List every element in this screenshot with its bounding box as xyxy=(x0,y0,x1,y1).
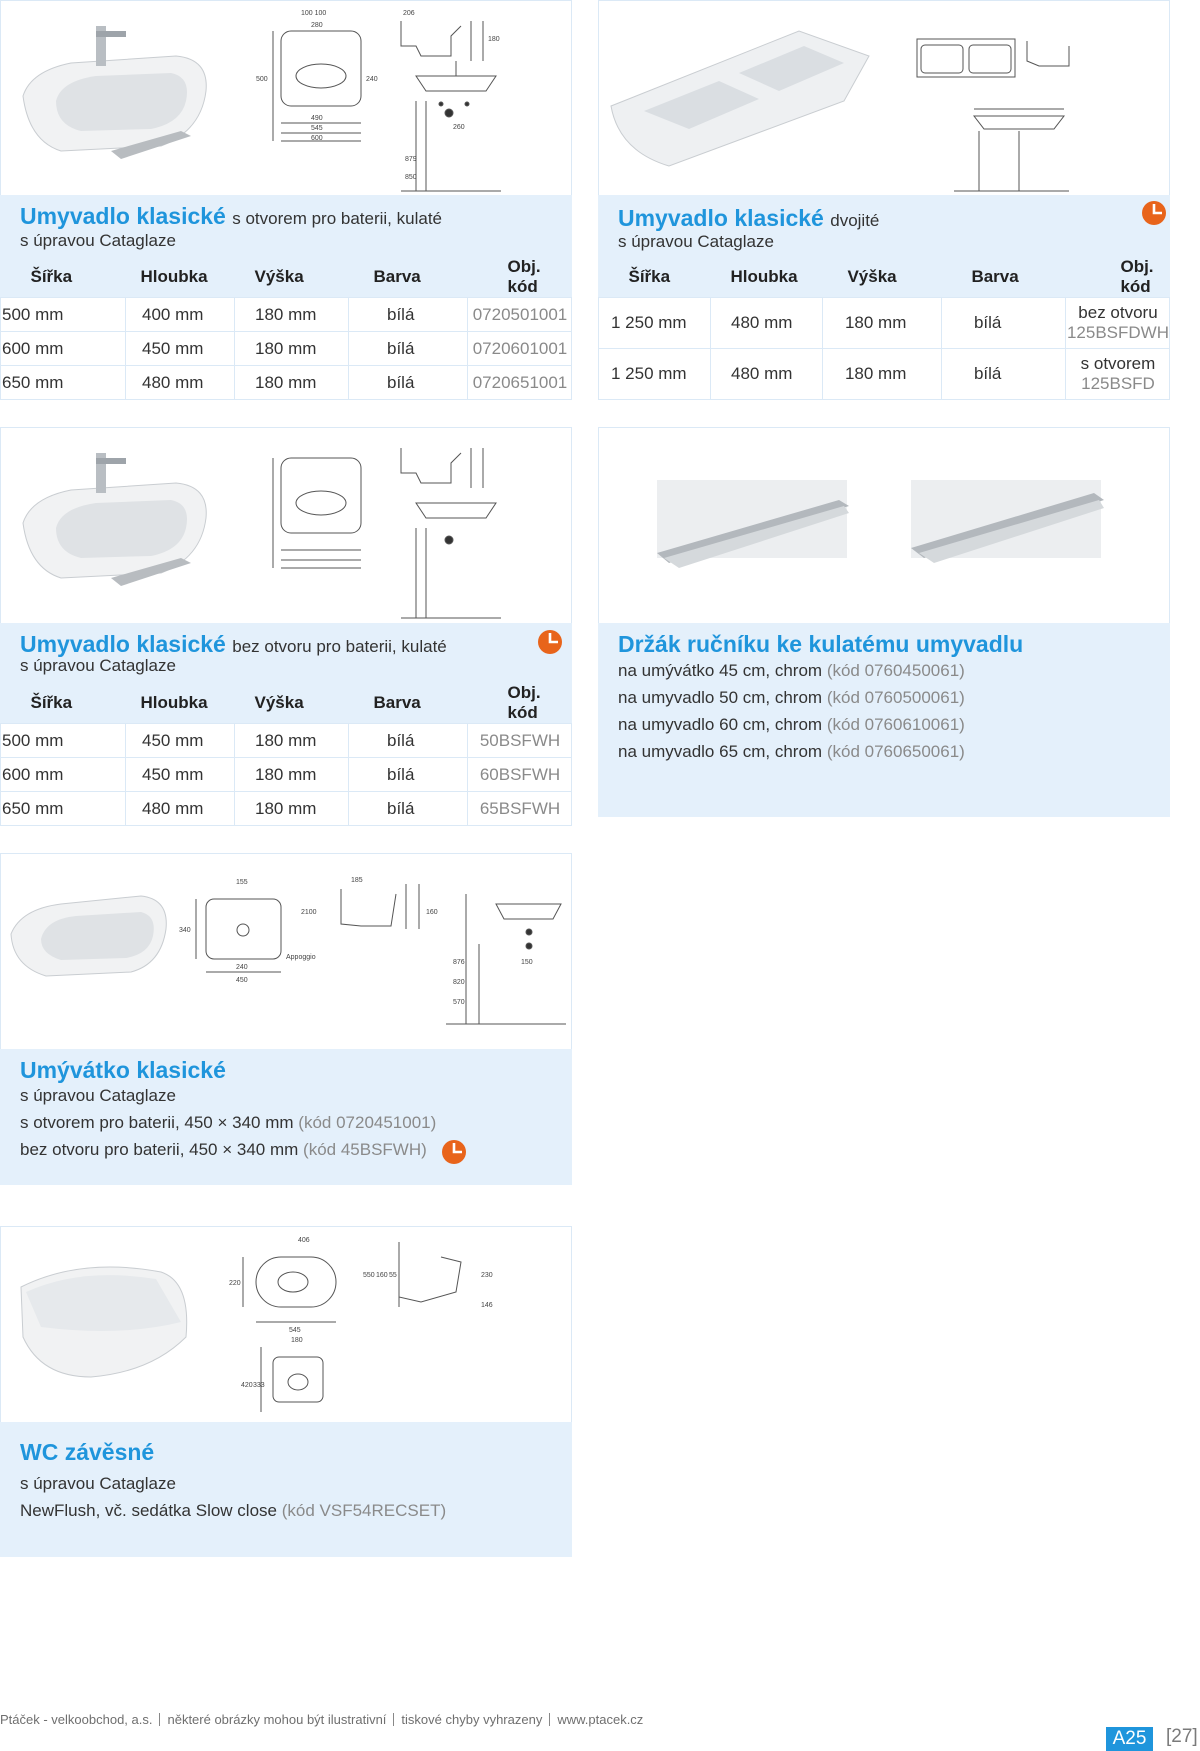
dim-label: 420 xyxy=(241,1382,253,1389)
dim-label: 600 xyxy=(311,135,323,142)
dim-label: 100 100 xyxy=(301,10,327,17)
table-row xyxy=(1,758,572,792)
product-card-basin-round-nohole xyxy=(0,427,572,820)
product-title xyxy=(618,205,879,232)
cell-height: 180 mm xyxy=(235,298,349,332)
product-card-towel-holder xyxy=(598,427,1170,817)
footer-website: www.ptacek.cz xyxy=(557,1712,644,1727)
dim-label: 545 xyxy=(289,1327,301,1334)
title-main: Umyvadlo klasické xyxy=(20,203,226,229)
code-value: 125BSFD xyxy=(1081,374,1155,393)
dim-label: 260 xyxy=(453,124,465,131)
item-code: (kód 0760500061) xyxy=(826,688,965,707)
product-card-small-basin xyxy=(0,853,572,1185)
col-header: Barva xyxy=(373,693,421,712)
double-basin-illustration xyxy=(599,1,1171,196)
table-row xyxy=(599,349,1170,400)
item-code: (kód 0760610061) xyxy=(826,715,965,734)
col-header: Výška xyxy=(847,267,897,286)
col-header: Hloubka xyxy=(730,267,798,286)
cell-depth: 400 mm xyxy=(126,298,235,332)
product-finish: s úpravou Cataglaze xyxy=(20,231,176,250)
footer-note: tiskové chyby vyhrazeny xyxy=(401,1712,543,1727)
product-finish: s úpravou Cataglaze xyxy=(618,232,774,251)
dim-label: Appoggio xyxy=(286,954,316,961)
item-text: na umyvadlo 60 cm, chrom xyxy=(618,715,823,734)
product-image-area xyxy=(598,427,1170,624)
towel-holder-illustration xyxy=(599,428,1171,624)
cell-depth: 480 mm xyxy=(126,366,235,400)
spec-header-row xyxy=(1,257,572,298)
cell-width: 600 mm xyxy=(1,758,126,792)
dim-label: 150 xyxy=(521,959,533,966)
col-header: Barva xyxy=(971,267,1019,286)
item-text: na umývátko 45 cm, chrom xyxy=(618,661,823,680)
cell-code xyxy=(1065,349,1169,400)
wc-illustration xyxy=(1,1227,573,1423)
dim-label: 333 xyxy=(253,1382,265,1389)
product-info-panel xyxy=(0,195,572,395)
cell-code xyxy=(1065,298,1169,349)
table-row xyxy=(1,366,572,400)
clock-icon xyxy=(1142,201,1166,225)
cell-color: bílá xyxy=(349,332,468,366)
product-info-panel xyxy=(0,1422,572,1557)
cell-code: 0720651001 xyxy=(468,366,572,400)
col-header: Hloubka xyxy=(140,693,208,712)
dim-label: 240 xyxy=(236,964,248,971)
clock-icon xyxy=(538,630,562,654)
product-info-panel xyxy=(598,195,1170,395)
dim-label: 220 xyxy=(229,1280,241,1287)
dim-label: 206 xyxy=(403,10,415,17)
cell-depth: 480 mm xyxy=(710,298,822,349)
col-header: Obj. kód xyxy=(507,683,541,722)
page-footer xyxy=(0,1712,643,1727)
item-code: (kód VSF54RECSET) xyxy=(281,1501,447,1520)
code-variant: s otvorem xyxy=(1080,354,1156,373)
list-item xyxy=(618,688,965,708)
item-code: (kód 0760650061) xyxy=(826,742,965,761)
product-title: WC závěsné xyxy=(20,1439,155,1465)
item-text: na umyvadlo 50 cm, chrom xyxy=(618,688,823,707)
dim-label: 180 xyxy=(291,1337,303,1344)
product-finish: s úpravou Cataglaze xyxy=(20,656,176,675)
product-title: Držák ručníku ke kulatému umyvadlu xyxy=(618,631,1024,657)
cell-color: bílá xyxy=(349,724,468,758)
title-sub: s otvorem pro baterii, kulaté xyxy=(232,209,442,228)
product-image-area xyxy=(0,427,572,624)
code-value: 125BSFDWH xyxy=(1066,323,1169,342)
dim-label: 550 xyxy=(363,1272,375,1279)
dim-label: 820 xyxy=(453,979,465,986)
cell-color: bílá xyxy=(349,792,468,826)
list-item xyxy=(20,1140,427,1160)
table-row xyxy=(599,298,1170,349)
dim-label: 180 xyxy=(488,36,500,43)
cell-width: 600 mm xyxy=(1,332,126,366)
title-main: Umyvadlo klasické xyxy=(20,631,226,657)
cell-height: 180 mm xyxy=(235,366,349,400)
product-finish: s úpravou Cataglaze xyxy=(20,1086,176,1105)
dim-label: 230 xyxy=(481,1272,493,1279)
product-info-panel xyxy=(0,1049,572,1185)
item-code: (kód 0720451001) xyxy=(298,1113,437,1132)
cell-width: 500 mm xyxy=(1,298,126,332)
spec-table xyxy=(598,257,1170,400)
product-image-area xyxy=(598,0,1170,196)
table-row xyxy=(1,298,572,332)
cell-depth: 450 mm xyxy=(126,758,235,792)
col-header: Šířka xyxy=(30,267,73,286)
item-code: (kód 45BSFWH) xyxy=(303,1140,427,1159)
cell-color: bílá xyxy=(349,758,468,792)
product-info-panel xyxy=(598,623,1170,817)
product-info-panel xyxy=(0,623,572,820)
cell-height: 180 mm xyxy=(235,792,349,826)
cell-color: bílá xyxy=(941,298,1065,349)
dim-label: 280 xyxy=(311,22,323,29)
item-text: s otvorem pro baterii, 450 × 340 mm xyxy=(20,1113,294,1132)
product-card-double-basin xyxy=(598,0,1170,395)
cell-depth: 450 mm xyxy=(126,724,235,758)
col-header: Výška xyxy=(254,693,304,712)
dim-label: 240 xyxy=(366,76,378,83)
table-row xyxy=(1,332,572,366)
item-text: bez otvoru pro baterii, 450 × 340 mm xyxy=(20,1140,299,1159)
dim-label: 876 xyxy=(453,959,465,966)
cell-code: 65BSFWH xyxy=(468,792,572,826)
dim-label: 850 xyxy=(405,174,417,181)
product-image-area xyxy=(0,853,572,1050)
cell-code: 60BSFWH xyxy=(468,758,572,792)
dim-label: 500 xyxy=(256,76,268,83)
dim-label: 160 xyxy=(426,909,438,916)
item-text: na umyvadlo 65 cm, chrom xyxy=(618,742,823,761)
dim-label: 160 xyxy=(376,1272,388,1279)
page-number: [27] xyxy=(1166,1726,1198,1747)
list-item xyxy=(618,742,965,762)
title-sub: bez otvoru pro baterii, kulaté xyxy=(232,637,447,656)
product-finish: s úpravou Cataglaze xyxy=(20,1474,176,1493)
product-title: Umývátko klasické xyxy=(20,1057,226,1083)
dim-label: 879 xyxy=(405,156,417,163)
cell-code: 50BSFWH xyxy=(468,724,572,758)
cell-height: 180 mm xyxy=(235,724,349,758)
cell-height: 180 mm xyxy=(235,758,349,792)
dim-label: 146 xyxy=(481,1302,493,1309)
cell-color: bílá xyxy=(349,366,468,400)
product-title xyxy=(20,631,447,658)
footer-company: Ptáček - velkoobchod, a.s. xyxy=(0,1712,153,1727)
small-basin-illustration xyxy=(1,854,573,1050)
cell-depth: 450 mm xyxy=(126,332,235,366)
product-title xyxy=(20,203,442,230)
cell-width: 650 mm xyxy=(1,792,126,826)
footer-note: některé obrázky mohou být ilustrativní xyxy=(167,1712,387,1727)
dim-label: 2100 xyxy=(301,909,317,916)
code-variant: bez otvoru xyxy=(1078,303,1158,322)
table-row xyxy=(1,724,572,758)
col-header: Šířka xyxy=(30,693,73,712)
list-item xyxy=(618,715,965,735)
title-main: Umyvadlo klasické xyxy=(618,205,824,231)
clock-icon xyxy=(442,1140,466,1164)
dim-label: 55 xyxy=(389,1272,397,1279)
col-header: Výška xyxy=(254,267,304,286)
spec-header-row xyxy=(1,683,572,724)
spec-header-row xyxy=(599,257,1170,298)
dim-label: 155 xyxy=(236,879,248,886)
dim-label: 406 xyxy=(298,1237,310,1244)
title-sub: dvojité xyxy=(830,211,880,230)
product-card-wall-wc xyxy=(0,1226,572,1557)
cell-color: bílá xyxy=(941,349,1065,400)
spec-table xyxy=(0,683,572,826)
cell-depth: 480 mm xyxy=(126,792,235,826)
cell-width: 500 mm xyxy=(1,724,126,758)
item-text: NewFlush, vč. sedátka Slow close xyxy=(20,1501,277,1520)
basin-illustration xyxy=(1,1,573,196)
cell-depth: 480 mm xyxy=(710,349,822,400)
product-image-area xyxy=(0,0,572,196)
spec-table xyxy=(0,257,572,400)
list-item xyxy=(20,1113,436,1133)
list-item xyxy=(618,661,965,681)
cell-width: 1 250 mm xyxy=(599,349,711,400)
basin-illustration xyxy=(1,428,573,624)
item-code: (kód 0760450061) xyxy=(826,661,965,680)
cell-height: 180 mm xyxy=(235,332,349,366)
product-card-basin-round-hole xyxy=(0,0,572,395)
dim-label: 340 xyxy=(179,927,191,934)
dim-label: 545 xyxy=(311,125,323,132)
cell-width: 650 mm xyxy=(1,366,126,400)
cell-color: bílá xyxy=(349,298,468,332)
dim-label: 490 xyxy=(311,115,323,122)
col-header: Obj. kód xyxy=(1120,257,1154,296)
dim-label: 450 xyxy=(236,977,248,984)
table-row xyxy=(1,792,572,826)
cell-height: 180 mm xyxy=(822,349,941,400)
list-item xyxy=(20,1501,446,1521)
dim-label: 185 xyxy=(351,877,363,884)
col-header: Šířka xyxy=(628,267,671,286)
col-header: Obj. kód xyxy=(507,257,541,296)
col-header: Barva xyxy=(373,267,421,286)
dim-label: 570 xyxy=(453,999,465,1006)
cell-height: 180 mm xyxy=(822,298,941,349)
section-badge: A25 xyxy=(1106,1727,1153,1751)
col-header: Hloubka xyxy=(140,267,208,286)
product-image-area xyxy=(0,1226,572,1423)
cell-width: 1 250 mm xyxy=(599,298,711,349)
cell-code: 0720601001 xyxy=(468,332,572,366)
cell-code: 0720501001 xyxy=(468,298,572,332)
